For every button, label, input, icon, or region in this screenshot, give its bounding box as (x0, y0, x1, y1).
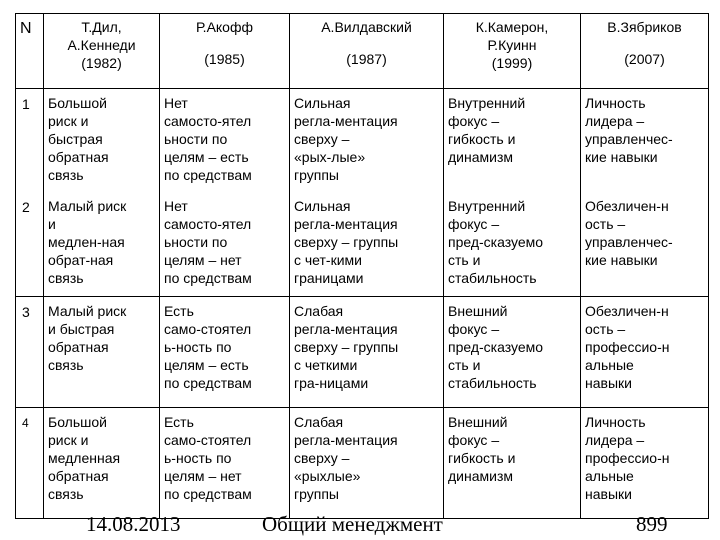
cell-text: Внутренний фокус – пред-сказуемо сть и стабильность (448, 198, 544, 286)
header-col-2 (160, 14, 290, 89)
cell-text: Обезличен-н ость – управленчес- кие навыки (585, 198, 673, 268)
cell-text: Сильная регла-ментация сверху – «рых-лые» группы (294, 95, 398, 183)
header-year: (1985) (204, 51, 245, 67)
header-author: Т.Дил, А.Кеннеди (67, 19, 136, 53)
table-cell: Большой риск и медленная обратная связь (44, 408, 160, 519)
header-author: Р.Акофф (195, 19, 254, 35)
row-number: 2 (22, 199, 30, 215)
header-year: (1999) (491, 55, 533, 71)
cell-text: Сильная регла-ментация сверху – группы с чет-кими границами (294, 198, 399, 286)
table-cell (44, 89, 160, 297)
table-header-row (16, 14, 709, 89)
comparison-table (15, 13, 709, 519)
page-number: 899 (636, 512, 668, 536)
table-cell: Слабая регла-ментация сверху – группы с четкими гра-ницами (290, 297, 444, 408)
header-author: А.Вилдавский (321, 19, 412, 35)
cell-text: Внутренний фокус – гибкость и динамизм (448, 95, 526, 165)
slide-footer (0, 512, 720, 540)
table-row-3 (16, 297, 709, 408)
header-col-4 (444, 14, 581, 89)
row-number: 1 (22, 96, 30, 112)
header-col-3 (290, 14, 444, 89)
table-cell: Слабая регла-ментация сверху – «рыхлые» группы (290, 408, 444, 519)
header-author: К.Камерон, Р.Куинн (475, 19, 549, 53)
cell-text: Малый риск и медлен-ная обрат-ная связь (48, 198, 127, 286)
row-number: 3 (16, 297, 44, 408)
table-cell: Личность лидера – профессио-н альные навыки (581, 408, 709, 519)
row-number-cell (16, 89, 44, 297)
table-cell: Внешний фокус – пред-сказуемо сть и стабильность (444, 297, 581, 408)
footer-date: 14.08.2013 (86, 512, 181, 536)
table-cell: Малый риск и быстрая обратная связь (44, 297, 160, 408)
row-number: 4 (16, 408, 44, 519)
header-n: N (16, 14, 44, 89)
cell-text: Большой риск и быстрая обратная связь (48, 95, 109, 183)
footer-title: Общий менеджмент (262, 512, 443, 536)
table-cell (290, 89, 444, 297)
table-cell: Есть само-стоятел ь-ность по целям – есть по средствам (160, 297, 290, 408)
header-col-5 (581, 14, 709, 89)
table-cell: Есть само-стоятел ь-ность по целям – нет по средствам (160, 408, 290, 519)
header-year: (1982) (81, 55, 122, 71)
table-row-pair-1-2 (16, 89, 709, 297)
header-year: (1987) (346, 51, 387, 67)
cell-text: Личность лидера – управленчес- кие навыки (585, 95, 673, 165)
table-cell: Внешний фокус – гибкость и динамизм (444, 408, 581, 519)
header-col-1 (44, 14, 160, 89)
table-row-4 (16, 408, 709, 519)
cell-text: Нет самосто-ятел ьности по целям – есть по средствам (164, 95, 252, 183)
header-year: (2007) (624, 51, 665, 67)
table-cell: Обезличен-н ость – профессио-н альные навыки (581, 297, 709, 408)
header-author: В.Зябриков (607, 19, 682, 35)
table-cell (160, 89, 290, 297)
table-cell (444, 89, 581, 297)
table-cell (581, 89, 709, 297)
cell-text: Нет самосто-ятел ьности по целям – нет по средствам (164, 198, 252, 286)
